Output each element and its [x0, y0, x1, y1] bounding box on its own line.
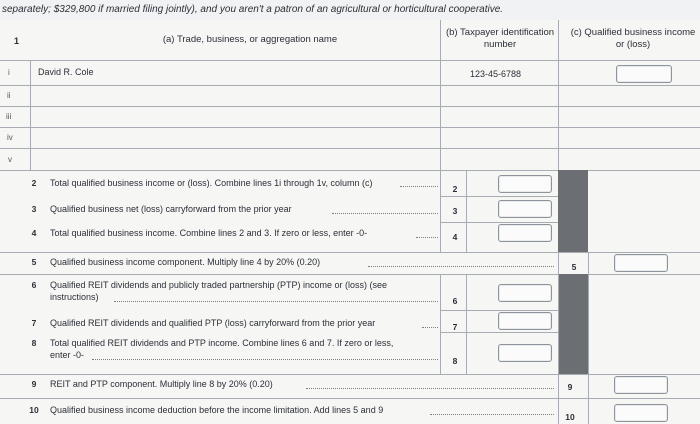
line-7-box-label: 7 — [452, 322, 458, 332]
business-name-field[interactable]: David R. Cole — [38, 67, 94, 77]
line-5-number: 5 — [31, 257, 37, 267]
line-8-input[interactable] — [498, 344, 552, 362]
line-6-box-label: 6 — [452, 296, 458, 306]
line-4-input[interactable] — [498, 224, 552, 242]
line-6-input[interactable] — [498, 284, 552, 302]
tin-field[interactable]: 123-45-6788 — [470, 69, 522, 79]
line-7-number: 7 — [31, 318, 37, 328]
line-5-input[interactable] — [614, 254, 668, 272]
line-4-text: Total qualified business income. Combine lines 2 and 3. If zero or less, enter -0- — [50, 228, 368, 238]
column-b-header: (b) Taxpayer identification number — [445, 27, 555, 50]
row-label-v: v — [8, 155, 12, 164]
line-10-input[interactable] — [614, 404, 668, 422]
row-label-iii: iii — [6, 112, 12, 121]
form-8995-section — [0, 20, 700, 424]
row-label-i: i — [8, 68, 10, 77]
column-c-header: (c) Qualified business income or (loss) — [570, 27, 696, 50]
shaded-area-1 — [558, 170, 588, 252]
line-2-box-label: 2 — [452, 184, 458, 194]
line-2-input[interactable] — [498, 175, 552, 193]
intro-text: separately; $329,800 if married filing jointly), and you aren't a patron of an agricultural or horticultural cooperative. — [0, 0, 700, 21]
column-a-header: (a) Trade, business, or aggregation name — [162, 34, 338, 45]
row-label-ii: ii — [7, 91, 11, 100]
qbi-input-row-i[interactable] — [616, 65, 672, 83]
line-8-box-label: 8 — [452, 356, 458, 366]
line-8-text-cont: enter -0- — [50, 350, 85, 360]
line-6-text-cont: instructions) — [50, 292, 99, 302]
line-3-input[interactable] — [498, 200, 552, 218]
line-4-number: 4 — [31, 228, 37, 238]
line-9-number: 9 — [31, 379, 37, 389]
line-6-number: 6 — [31, 280, 37, 290]
line-5-box-label: 5 — [571, 262, 577, 272]
line-2-number: 2 — [31, 178, 37, 188]
line-8-text: Total qualified REIT dividends and PTP income. Combine lines 6 and 7. If zero or less, — [50, 338, 394, 348]
line-5-text: Qualified business income component. Multiply line 4 by 20% (0.20) — [50, 257, 321, 267]
line-2-text: Total qualified business income or (loss). Combine lines 1i through 1v, column (c) — [50, 178, 373, 188]
line-9-box-label: 9 — [567, 382, 573, 392]
line-3-box-label: 3 — [452, 206, 458, 216]
line-8-number: 8 — [31, 338, 37, 348]
line-3-number: 3 — [31, 204, 37, 214]
row-label-iv: iv — [7, 133, 13, 142]
line-10-text: Qualified business income deduction before the income limitation. Add lines 5 and 9 — [50, 405, 384, 415]
line-4-box-label: 4 — [452, 232, 458, 242]
line-6-text: Qualified REIT dividends and publicly traded partnership (PTP) income or (loss) (see — [50, 280, 387, 290]
line-10-number: 10 — [29, 405, 39, 415]
line-3-text: Qualified business net (loss) carryforward from the prior year — [50, 204, 292, 214]
shaded-area-2 — [558, 274, 588, 374]
row-header-number: 1 — [14, 36, 20, 46]
line-9-text: REIT and PTP component. Multiply line 8 by 20% (0.20) — [50, 379, 273, 389]
line-7-input[interactable] — [498, 312, 552, 330]
line-9-input[interactable] — [614, 376, 668, 394]
line-7-text: Qualified REIT dividends and qualified PTP (loss) carryforward from the prior year — [50, 318, 376, 328]
line-10-box-label: 10 — [565, 412, 575, 422]
